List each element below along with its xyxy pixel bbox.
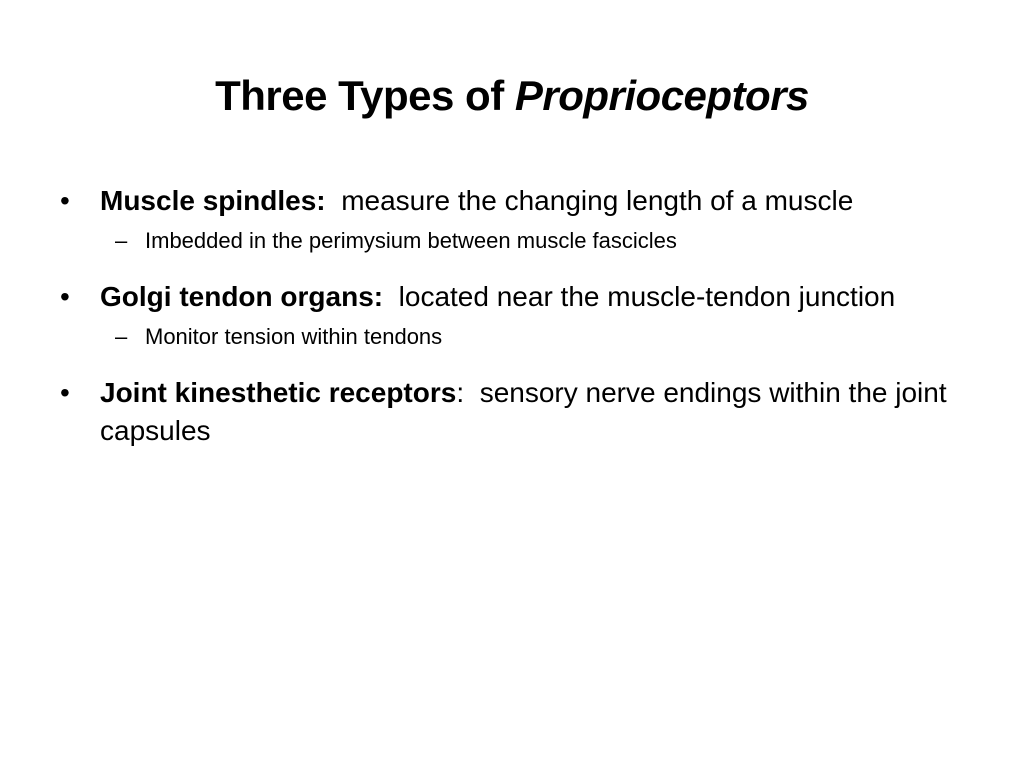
bullet-term: Golgi tendon organs: [100, 281, 384, 312]
bullet-item [60, 278, 970, 316]
bullet-item [60, 374, 970, 450]
bullet-text: measure the changing length of a muscle [341, 185, 854, 216]
bullet-separator [383, 281, 399, 312]
bullet-group-joint-kinesthetic-receptors [60, 374, 970, 450]
sub-bullet-text: Imbedded in the perimysium between muscle fascicles [145, 228, 677, 253]
bullet-group-golgi-tendon-organs [60, 278, 970, 352]
bullet-term: Muscle spindles: [100, 185, 326, 216]
bullet-separator [326, 185, 342, 216]
bullet-text: located near the muscle-tendon junction [398, 281, 896, 312]
title-emphasis: Proprioceptors [514, 72, 809, 119]
bullet-marker: • [60, 185, 70, 216]
slide-title [0, 70, 1024, 122]
sub-bullet-item [60, 322, 970, 352]
bullet-list [60, 182, 970, 472]
bullet-item [60, 182, 970, 220]
bullet-marker: • [60, 281, 70, 312]
sub-bullet-text: Monitor tension within tendons [145, 324, 443, 349]
bullet-group-muscle-spindles [60, 182, 970, 256]
sub-bullet-marker: – [115, 228, 128, 253]
title-plain: Three Types of [215, 72, 515, 119]
bullet-marker: • [60, 377, 70, 408]
bullet-term: Joint kinesthetic receptors [100, 377, 457, 408]
sub-bullet-item [60, 226, 970, 256]
bullet-separator: : [456, 377, 480, 408]
bullet-text: sensory nerve endings within the joint capsules [100, 377, 947, 446]
sub-bullet-marker: – [115, 324, 128, 349]
